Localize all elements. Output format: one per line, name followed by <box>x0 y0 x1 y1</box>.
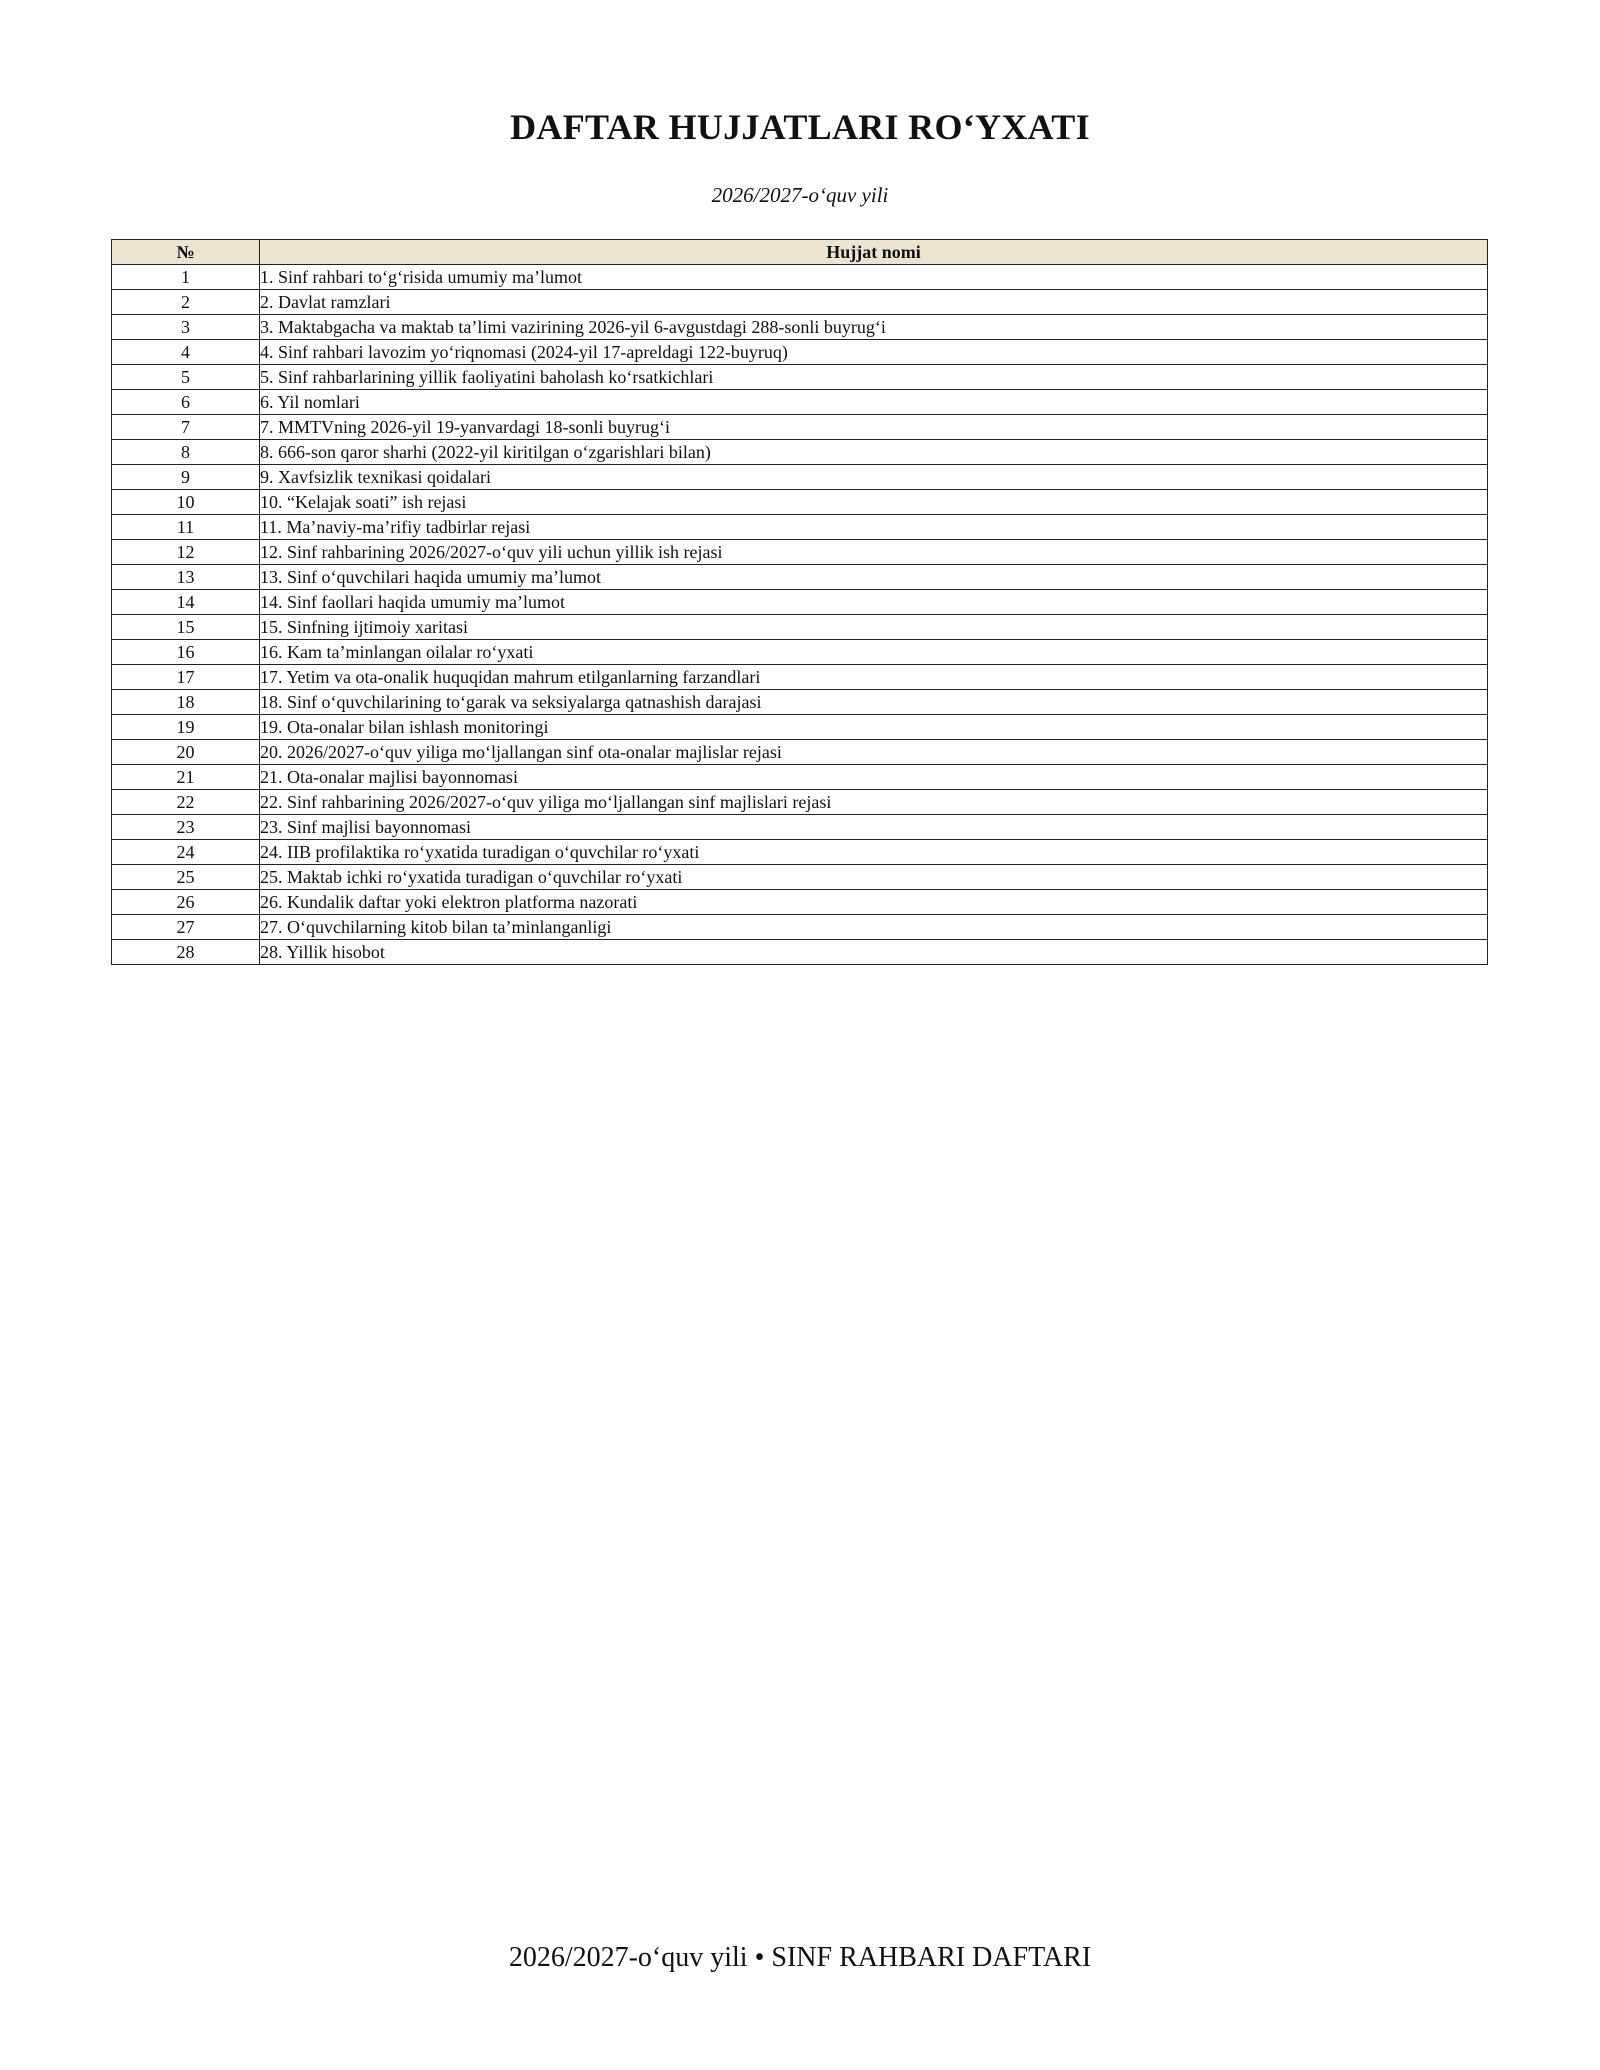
table-row <box>112 840 1488 865</box>
table-row <box>112 565 1488 590</box>
table-row <box>112 540 1488 565</box>
table-row <box>112 665 1488 690</box>
row-number: 5 <box>112 365 260 390</box>
table-row <box>112 715 1488 740</box>
row-document-name: 12. Sinf rahbarining 2026/2027-o‘quv yili uchun yillik ish rejasi <box>260 540 1488 565</box>
documents-table <box>111 239 1488 965</box>
row-number: 23 <box>112 815 260 840</box>
row-number: 27 <box>112 915 260 940</box>
row-document-name: 26. Kundalik daftar yoki elektron platforma nazorati <box>260 890 1488 915</box>
row-document-name: 27. O‘quvchilarning kitob bilan ta’minlanganligi <box>260 915 1488 940</box>
document-title: DAFTAR HUJJATLARI RO‘YXATI <box>510 107 1090 147</box>
row-number: 4 <box>112 340 260 365</box>
table-row <box>112 790 1488 815</box>
row-document-name: 20. 2026/2027-o‘quv yiliga mo‘ljallangan sinf ota-onalar majlislar rejasi <box>260 740 1488 765</box>
row-number: 8 <box>112 440 260 465</box>
row-number: 18 <box>112 690 260 715</box>
header-number: № <box>112 240 260 265</box>
row-document-name: 5. Sinf rahbarlarining yillik faoliyatini baholash ko‘rsatkichlari <box>260 365 1488 390</box>
row-number: 15 <box>112 615 260 640</box>
row-document-name: 17. Yetim va ota-onalik huquqidan mahrum etilganlarning farzandlari <box>260 665 1488 690</box>
row-number: 3 <box>112 315 260 340</box>
table-row <box>112 490 1488 515</box>
row-number: 1 <box>112 265 260 290</box>
table-row <box>112 390 1488 415</box>
row-document-name: 11. Ma’naviy-ma’rifiy tadbirlar rejasi <box>260 515 1488 540</box>
row-document-name: 2. Davlat ramzlari <box>260 290 1488 315</box>
row-document-name: 16. Kam ta’minlangan oilalar ro‘yxati <box>260 640 1488 665</box>
table-row <box>112 740 1488 765</box>
table-row <box>112 815 1488 840</box>
row-number: 11 <box>112 515 260 540</box>
row-document-name: 6. Yil nomlari <box>260 390 1488 415</box>
row-document-name: 10. “Kelajak soati” ish rejasi <box>260 490 1488 515</box>
row-document-name: 1. Sinf rahbari to‘g‘risida umumiy ma’lumot <box>260 265 1488 290</box>
row-document-name: 19. Ota-onalar bilan ishlash monitoringi <box>260 715 1488 740</box>
table-row <box>112 640 1488 665</box>
row-document-name: 22. Sinf rahbarining 2026/2027-o‘quv yiliga mo‘ljallangan sinf majlislari rejasi <box>260 790 1488 815</box>
table-row <box>112 465 1488 490</box>
table-row <box>112 440 1488 465</box>
table-row <box>112 265 1488 290</box>
row-number: 7 <box>112 415 260 440</box>
table-row <box>112 340 1488 365</box>
table-row <box>112 890 1488 915</box>
row-document-name: 7. MMTVning 2026-yil 19-yanvardagi 18-sonli buyrug‘i <box>260 415 1488 440</box>
row-document-name: 28. Yillik hisobot <box>260 940 1488 965</box>
row-number: 22 <box>112 790 260 815</box>
row-number: 9 <box>112 465 260 490</box>
table-row <box>112 590 1488 615</box>
table-row <box>112 415 1488 440</box>
row-document-name: 15. Sinfning ijtimoiy xaritasi <box>260 615 1488 640</box>
table-row <box>112 865 1488 890</box>
row-number: 14 <box>112 590 260 615</box>
row-document-name: 25. Maktab ichki ro‘yxatida turadigan o‘quvchilar ro‘yxati <box>260 865 1488 890</box>
row-document-name: 9. Xavfsizlik texnikasi qoidalari <box>260 465 1488 490</box>
table-row <box>112 940 1488 965</box>
table-row <box>112 290 1488 315</box>
row-document-name: 8. 666-son qaror sharhi (2022-yil kiritilgan o‘zgarishlari bilan) <box>260 440 1488 465</box>
row-document-name: 3. Maktabgacha va maktab ta’limi vazirining 2026-yil 6-avgustdagi 288-sonli buyrug‘i <box>260 315 1488 340</box>
row-number: 19 <box>112 715 260 740</box>
row-document-name: 21. Ota-onalar majlisi bayonnomasi <box>260 765 1488 790</box>
row-document-name: 14. Sinf faollari haqida umumiy ma’lumot <box>260 590 1488 615</box>
header-document-name: Hujjat nomi <box>260 240 1488 265</box>
document-subtitle: 2026/2027-o‘quv yili <box>711 183 889 207</box>
row-document-name: 13. Sinf o‘quvchilari haqida umumiy ma’lumot <box>260 565 1488 590</box>
row-number: 16 <box>112 640 260 665</box>
row-number: 2 <box>112 290 260 315</box>
row-number: 6 <box>112 390 260 415</box>
table-row <box>112 365 1488 390</box>
table-row <box>112 915 1488 940</box>
row-document-name: 24. IIB profilaktika ro‘yxatida turadigan o‘quvchilar ro‘yxati <box>260 840 1488 865</box>
table-row <box>112 315 1488 340</box>
row-number: 28 <box>112 940 260 965</box>
row-number: 26 <box>112 890 260 915</box>
row-document-name: 23. Sinf majlisi bayonnomasi <box>260 815 1488 840</box>
row-document-name: 4. Sinf rahbari lavozim yo‘riqnomasi (2024-yil 17-apreldagi 122-buyruq) <box>260 340 1488 365</box>
row-number: 13 <box>112 565 260 590</box>
row-number: 10 <box>112 490 260 515</box>
table-body <box>112 265 1488 965</box>
table-row <box>112 690 1488 715</box>
table-row <box>112 515 1488 540</box>
table-header-row <box>112 240 1488 265</box>
table-row <box>112 765 1488 790</box>
page-footer: 2026/2027-o‘quv yili • SINF RAHBARI DAFTARI <box>508 1942 1092 1973</box>
row-number: 20 <box>112 740 260 765</box>
table-row <box>112 615 1488 640</box>
row-number: 21 <box>112 765 260 790</box>
row-number: 17 <box>112 665 260 690</box>
row-number: 24 <box>112 840 260 865</box>
row-number: 12 <box>112 540 260 565</box>
row-document-name: 18. Sinf o‘quvchilarining to‘garak va seksiyalarga qatnashish darajasi <box>260 690 1488 715</box>
row-number: 25 <box>112 865 260 890</box>
